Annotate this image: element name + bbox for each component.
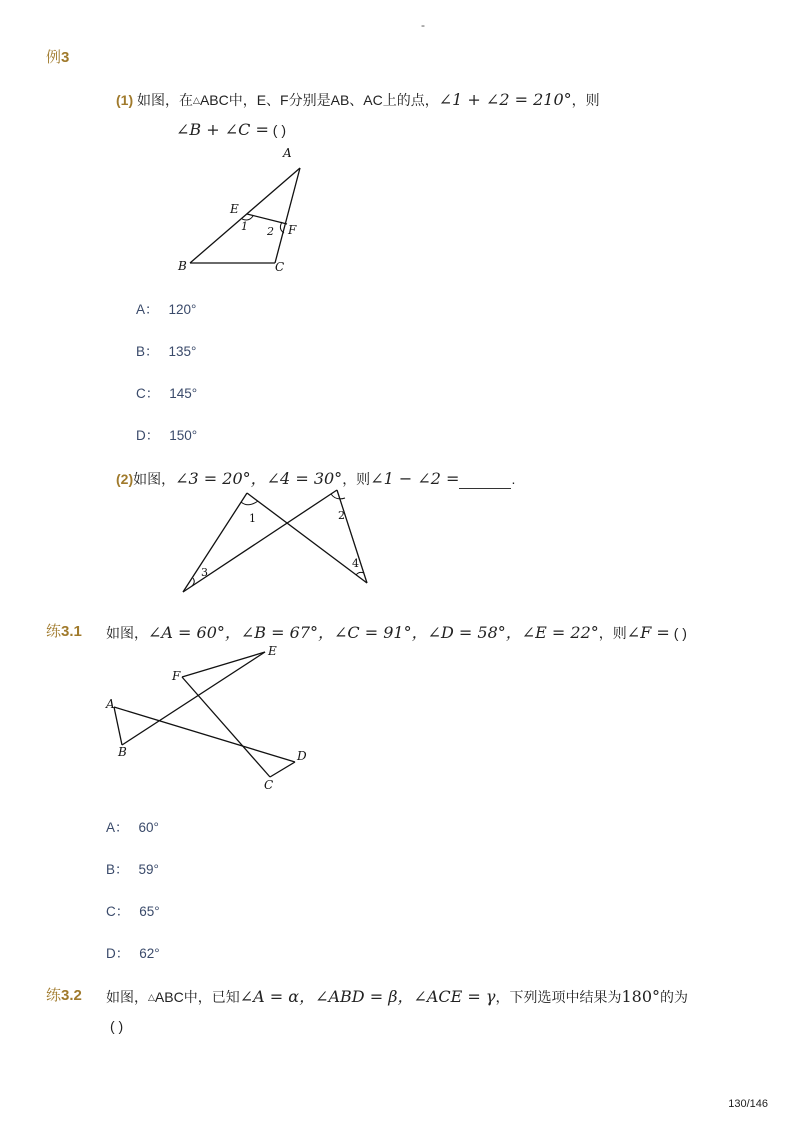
option-value: 120° [168, 302, 197, 317]
option-key: B： [136, 344, 159, 359]
option-key: A： [106, 820, 129, 835]
practice-number: 3.1 [61, 623, 82, 640]
option-value: 150° [169, 428, 198, 443]
question-1-tag: (1) [116, 92, 134, 108]
angle-label-3: 3 [201, 566, 208, 579]
vertex-label-c: C [275, 260, 285, 274]
option-b[interactable] [106, 858, 159, 878]
question-1-line2 [176, 120, 286, 139]
vertex-label-f: F [172, 669, 181, 683]
option-value: 145° [169, 386, 198, 401]
vertex-label-a: A [106, 697, 115, 711]
option-d[interactable] [106, 942, 160, 962]
option-b[interactable] [136, 340, 196, 360]
example-prefix: 例 [46, 49, 62, 66]
option-key: C： [106, 904, 130, 919]
option-value: 65° [139, 904, 160, 919]
question-1-line1 [116, 90, 600, 110]
practice-3-1-paren: ( ) [673, 625, 687, 641]
practice-3-1-text-b: ，则 [598, 625, 627, 641]
practice-3-1-expr: ∠A = 60°，∠B = 67°，∠C = 91°，∠D = 58°，∠E = 22° [148, 623, 599, 642]
question-2-expr: ∠3 = 20°，∠4 = 30° [175, 469, 343, 488]
practice-prefix: 练 [46, 623, 62, 640]
practice-prefix: 练 [46, 987, 62, 1004]
option-key: A： [136, 302, 159, 317]
practice-3-1-text-a: 如图， [106, 625, 148, 641]
vertex-label-e: E [230, 202, 239, 216]
practice-3-1-expr2: ∠F = [626, 623, 670, 642]
option-key: B： [106, 862, 129, 877]
question-2-tag: (2) [116, 471, 134, 487]
example-number: 3 [61, 49, 70, 66]
header-mark: - [421, 18, 425, 32]
vertex-label-a: A [283, 146, 292, 160]
vertex-label-d: D [297, 749, 307, 763]
practice-3-2-paren: ( ) [110, 1018, 124, 1034]
triangle-symbol: △ [148, 992, 155, 1002]
example-3-label [46, 46, 69, 67]
option-key: C： [136, 386, 160, 401]
option-d[interactable] [136, 424, 197, 444]
triangle-symbol: △ [193, 95, 200, 105]
practice-3-2-expr: ∠A = α，∠ABD = β，∠ACE = γ [239, 987, 496, 1006]
option-value: 62° [139, 946, 160, 961]
angle-label-1: 1 [241, 220, 248, 233]
practice-3-2-line [106, 984, 688, 1007]
vertex-label-e: E [268, 644, 277, 658]
angle-label-2: 2 [267, 225, 274, 238]
option-key: D： [136, 428, 160, 443]
practice-3-2-text-a: 如图， [106, 989, 148, 1005]
practice-3-2-expr2: 180° [621, 987, 661, 1006]
option-a[interactable] [106, 816, 159, 836]
question-1-paren: ( ) [272, 122, 286, 138]
option-value: 59° [138, 862, 159, 877]
page-number: 130/146 [728, 1098, 768, 1110]
vertex-label-c: C [264, 778, 274, 792]
question-1-text-a: 如图，在 [137, 92, 194, 108]
answer-blank[interactable] [459, 474, 511, 489]
vertex-label-f: F [288, 223, 297, 237]
question-1-expr: ∠1 + ∠2 = 210° [438, 90, 572, 109]
option-key: D： [106, 946, 130, 961]
angle-label-4: 4 [352, 557, 359, 570]
figure-star-shape [100, 640, 320, 795]
question-2-expr2: ∠1 − ∠2 = [370, 469, 460, 488]
practice-3-2-text-c: ，下列选项中结果为 [495, 989, 622, 1005]
question-1-text-c: ，则 [571, 92, 600, 108]
figure-crossed-triangles [170, 485, 380, 600]
practice-3-2-text-b: ABC中，已知 [154, 989, 240, 1005]
question-1-text-b: ABC中，E、F分别是AB、AC上的点， [199, 92, 439, 108]
vertex-label-b: B [118, 745, 127, 759]
figure-triangle-abc [170, 140, 320, 275]
practice-3-1-label [46, 620, 82, 641]
question-2-text-a: 如图， [133, 471, 176, 487]
option-value: 60° [138, 820, 159, 835]
angle-label-2: 2 [338, 509, 345, 522]
vertex-label-b: B [178, 259, 187, 273]
option-c[interactable] [136, 382, 197, 402]
option-a[interactable] [136, 298, 196, 318]
practice-3-2-text-d: 的为 [660, 989, 689, 1005]
option-c[interactable] [106, 900, 160, 920]
question-2-text-b: ，则 [342, 471, 371, 487]
question-2-end: . [511, 471, 516, 487]
question-1-expr2: ∠B + ∠C = [176, 120, 269, 139]
angle-label-1: 1 [249, 512, 256, 525]
practice-number: 3.2 [61, 987, 82, 1004]
practice-3-2-label [46, 984, 82, 1005]
option-value: 135° [168, 344, 197, 359]
